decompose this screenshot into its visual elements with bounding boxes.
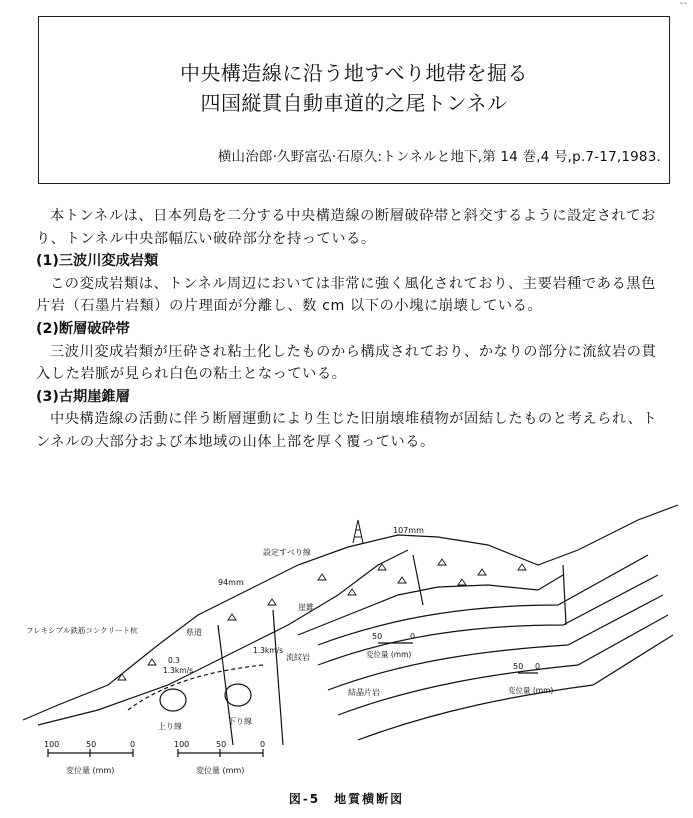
body-text — [36, 205, 666, 454]
intro-paragraph: 本トンネルは、日本列島を二分する中央構造線の断層破砕帯と斜交するように設定されており、トンネル中央部幅広い破砕部分を持っている。 — [36, 208, 656, 247]
section-heading-3: (3)古期崖錐層 — [36, 388, 130, 405]
road-label: 県道 — [186, 628, 202, 637]
section-text-1: この変成岩類は、トンネル周辺においては非常に強く風化されており、主要岩種である黒色片岩（石墨片岩類）の片理面が分離し、数 cm 以下の小塊に崩壊している。 — [36, 275, 656, 315]
tower-icon — [353, 520, 363, 543]
scale-a-label: 変位量 (mm) — [66, 766, 115, 775]
title-box — [38, 16, 670, 184]
scale-c-0: 0 — [410, 632, 416, 641]
scale-b-label: 変位量 (mm) — [196, 766, 245, 775]
displacement-94mm: 94mm — [218, 578, 244, 587]
scale-d-50: 50 — [513, 662, 524, 671]
section-heading-2: (2)断層破砕帯 — [36, 320, 130, 337]
figure-caption: 図-5 地質横断図 — [288, 792, 405, 806]
scale-d-0: 0 — [535, 662, 541, 671]
down-line-label: 下り線 — [228, 717, 252, 726]
section-text-2: 三波川変成岩類が圧砕され粘土化したものから構成されており、かなりの部分に流紋岩の貫入した岩脈が見られ白色の粘土となっている。 — [36, 343, 657, 383]
scale-b-100: 100 — [174, 740, 190, 749]
page-corner-mark: -- — [679, 0, 687, 9]
geologic-cross-section — [18, 495, 683, 795]
up-line-label: 上り線 — [158, 722, 182, 731]
scale-c-label: 変位量 (mm) — [366, 650, 412, 659]
article-title-line1: 中央構造線に沿う地すべり地帯を掘る — [179, 61, 529, 85]
flexible-pile-label: フレキシブル鉄筋コンクリート杭 — [26, 626, 138, 635]
scale-b-0: 0 — [260, 740, 266, 749]
scale-a-0: 0 — [130, 740, 136, 749]
slip-line — [38, 550, 408, 725]
scale-a-100: 100 — [44, 740, 60, 749]
scale-a-50: 50 — [86, 740, 97, 749]
velocity-label-1: 0.3 — [168, 656, 180, 665]
slip-line-label: 設定すべり線 — [263, 548, 311, 557]
citation: 横山治郎·久野富弘·石原久:トンネルと地下,第 14 巻,4 号,p.7-17,1983. — [217, 149, 661, 165]
velocity-label-3: 1.3km/s — [253, 646, 284, 655]
scale-b-50: 50 — [216, 740, 227, 749]
displacement-107mm: 107mm — [393, 526, 424, 535]
talus-label: 崖錐 — [298, 603, 314, 612]
up-line-tunnel — [160, 689, 186, 711]
section-text-3: 中央構造線の活動に伴う断層運動により生じた旧崩壊堆積物が固結したものと考えられ、トンネルの大部分および本地域の山体上部を厚く覆っている。 — [36, 411, 658, 450]
velocity-label-2: 1.3km/s — [163, 666, 194, 675]
section-heading-1: (1)三波川変成岩類 — [36, 253, 159, 270]
scale-d-label: 変位量 (mm) — [508, 686, 554, 695]
rhyolite-label: 流紋岩 — [286, 653, 310, 662]
schist-label: 結晶片岩 — [348, 688, 380, 697]
down-line-tunnel — [225, 684, 251, 706]
scale-c-50: 50 — [372, 632, 383, 641]
article-title-line2: 四国縦貫自動車道的之尾トンネル — [200, 91, 508, 115]
